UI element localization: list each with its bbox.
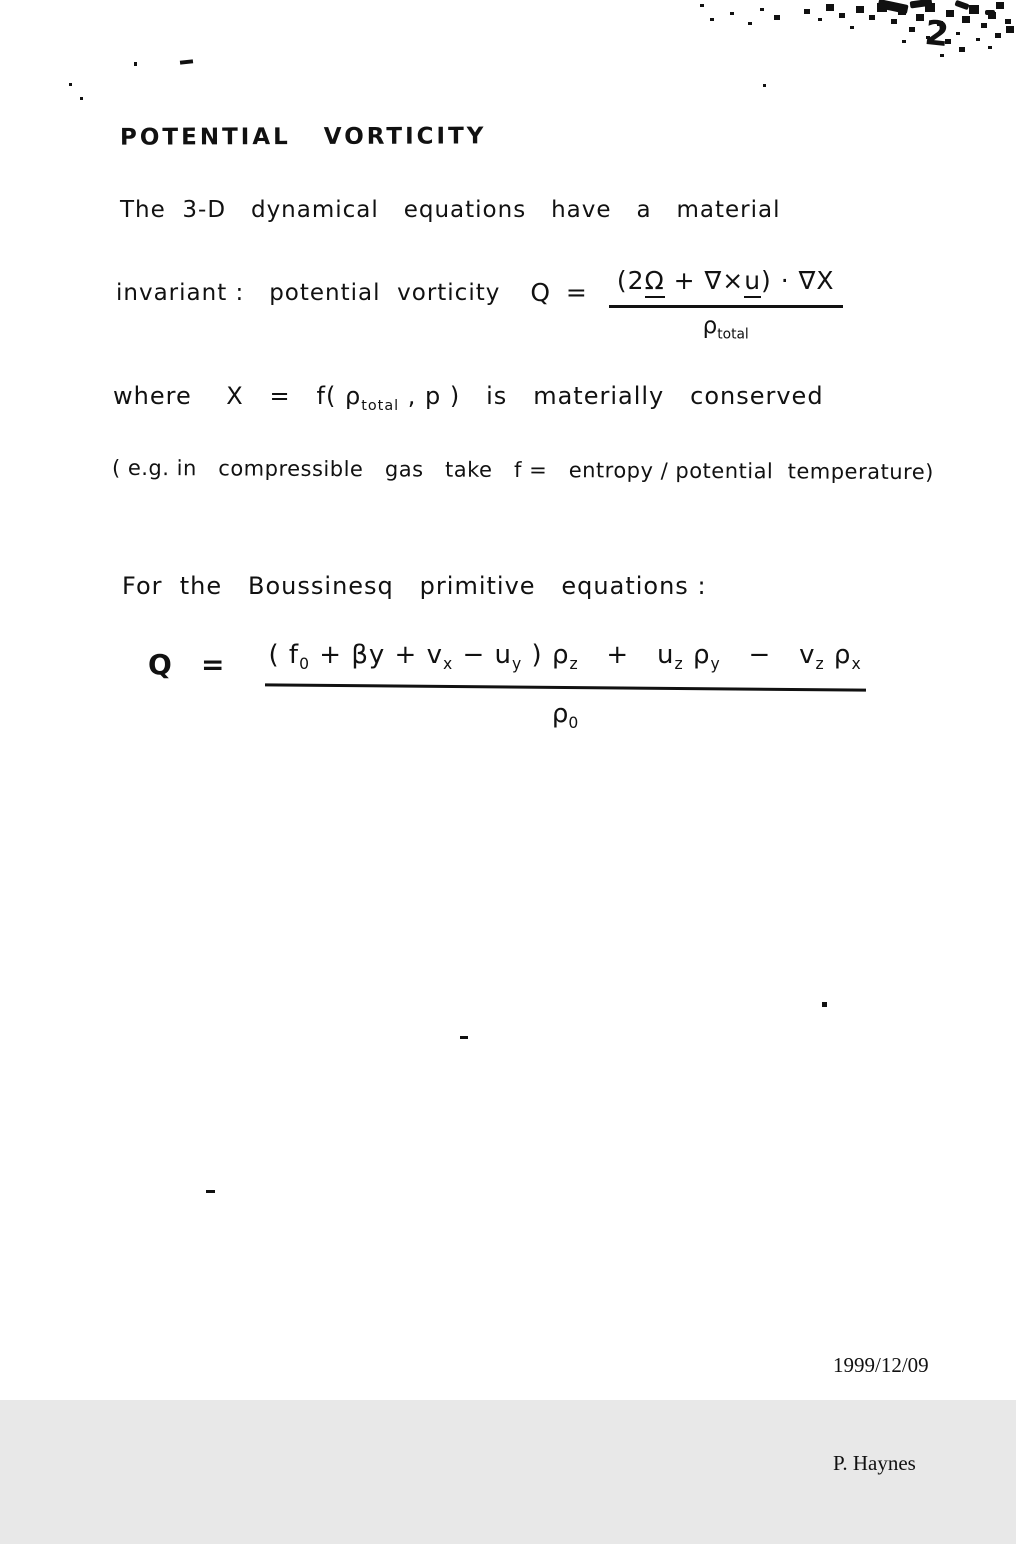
scan-speckle — [80, 97, 83, 100]
page-title: POTENTIAL VORTICITY — [119, 123, 487, 151]
eq2-numerator: ( $f_0 + \beta y + v_x - u_y$ ) $\rho_z + u_z$ $\rho_y - v_z$ $\rho_x$ — [268, 640, 862, 674]
body-line-5: For the Boussinesq primitive equations : — [122, 572, 707, 600]
scan-noise-cluster — [700, 4, 704, 7]
scan-speckle — [180, 59, 193, 64]
eq2-denominator: $\rho_0$ — [551, 699, 579, 733]
body-line-2-text: invariant : potential vorticity — [116, 280, 501, 306]
scan-speckle — [134, 62, 137, 66]
scan-speckle — [460, 1036, 468, 1039]
footer-author: P. Haynes — [833, 1450, 916, 1475]
scan-speckle — [763, 84, 766, 87]
eq1-numerator: (2Ω + ∇×u) · ∇X — [609, 266, 843, 305]
scan-noise-blob — [877, 0, 908, 14]
page-number: 2 — [922, 12, 951, 56]
scan-noise-blob — [985, 10, 995, 15]
scan-speckle — [69, 83, 72, 86]
scan-speckle — [822, 1002, 827, 1007]
footer-date: 1999/12/09 — [833, 1353, 929, 1378]
footer — [833, 1284, 929, 1544]
body-line-1: The 3-D dynamical equations have a material — [120, 197, 781, 223]
scan-noise-blob — [910, 0, 933, 8]
eq1-lhs: Q = — [530, 278, 587, 307]
scan-speckle — [206, 1190, 215, 1193]
body-line-2 — [116, 266, 843, 343]
eq1-denominator: $\rho_{total}$ — [702, 313, 749, 343]
body-line-4: ( e.g. in compressible gas take f = entropy / potential temperature) — [111, 455, 934, 485]
scan-noise-blob — [954, 0, 969, 10]
eq1-fraction — [609, 266, 843, 343]
body-line-3: where X = f( $\rho_{total}$ , p ) is materially conserved — [113, 382, 824, 414]
boussinesq-equation — [148, 640, 866, 733]
eq2-fraction — [265, 640, 866, 733]
eq2-lhs: Q = — [148, 648, 225, 681]
